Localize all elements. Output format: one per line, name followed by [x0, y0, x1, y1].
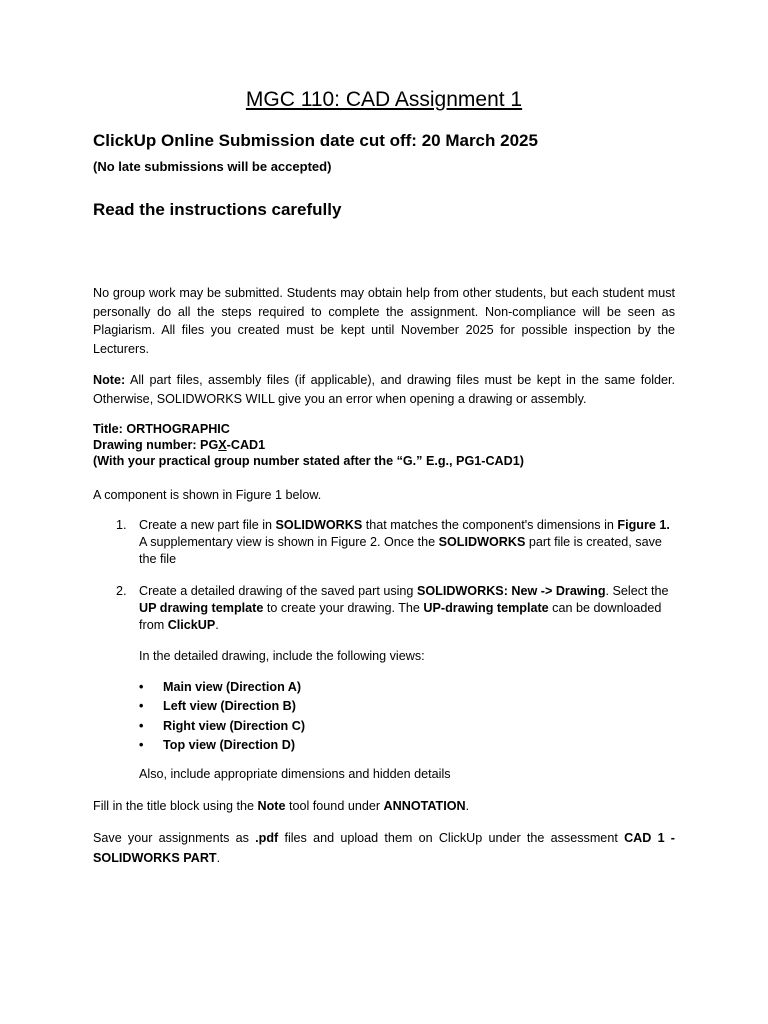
- view-item: • Main view (Direction A): [139, 678, 305, 697]
- drawing-number: [93, 437, 524, 453]
- view-item: • Left view (Direction B): [139, 697, 305, 716]
- list-item-text: Create a detailed drawing of the saved part using SOLIDWORKS: New -> Drawing. Select the UP drawing template to create your drawing. The UP-drawing template can be downloaded from ClickUP.: [139, 584, 669, 632]
- fill-title-block-paragraph: Fill in the title block using the Note tool found under ANNOTATION.: [93, 799, 470, 813]
- list-number: 1.: [116, 518, 127, 532]
- drawing-number-prefix: Drawing number: PG: [93, 438, 219, 452]
- views-list: [139, 678, 305, 755]
- group-number-note: (With your practical group number stated after the “G.” E.g., PG1-CAD1): [93, 454, 524, 468]
- component-intro: A component is shown in Figure 1 below.: [93, 488, 322, 502]
- also-include-note: Also, include appropriate dimensions and hidden details: [139, 767, 451, 781]
- list-number: 2.: [116, 584, 127, 598]
- note-text: All part files, assembly files (if applicable), and drawing files must be kept in the same folder. Otherwise, SOLIDWORKS WILL give you an error when opening a drawing or assembly.: [93, 373, 675, 406]
- drawing-title: Title: ORTHOGRAPHIC: [93, 422, 230, 436]
- instructions-heading: Read the instructions carefully: [93, 200, 342, 219]
- save-assignment-paragraph: Save your assignments as .pdf files and upload them on ClickUp under the assessment CAD 1 - SOLIDWORKS PART.: [93, 831, 676, 865]
- note-paragraph: [93, 371, 675, 408]
- view-item: • Right view (Direction C): [139, 717, 305, 736]
- list-item-text: Create a new part file in SOLIDWORKS that matches the component's dimensions in Figure 1. A supplementary view is shown in Figure 2. Once the SOLIDWORKS part file is created, save the file: [139, 518, 670, 566]
- intro-paragraph: No group work may be submitted. Students may obtain help from other students, but each student must personally do all the steps required to complete the assignment. Non-compliance will be seen as Plagiarism. All files you created must be kept until November 2025 for possible inspection by the Lecturers.: [93, 286, 675, 356]
- views-intro: In the detailed drawing, include the following views:: [139, 649, 425, 663]
- submission-cutoff: ClickUp Online Submission date cut off: 20 March 2025: [93, 131, 538, 150]
- drawing-number-x: X: [218, 438, 227, 452]
- page-title: MGC 110: CAD Assignment 1: [245, 88, 523, 111]
- drawing-number-suffix: -CAD1: [226, 438, 266, 452]
- late-submission-note: (No late submissions will be accepted): [93, 159, 332, 174]
- title-block-info: [93, 421, 524, 469]
- view-item: • Top view (Direction D): [139, 736, 305, 755]
- note-label: Note:: [93, 373, 126, 387]
